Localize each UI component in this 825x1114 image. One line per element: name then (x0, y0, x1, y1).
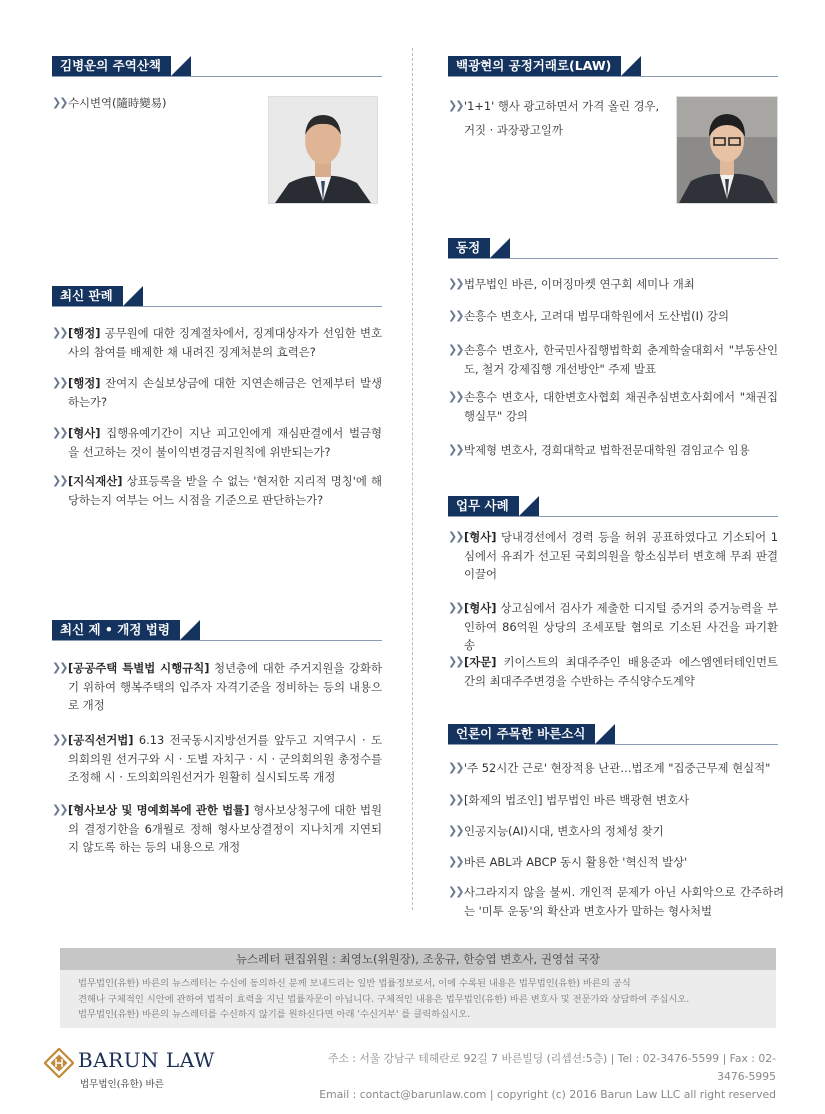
media-item[interactable]: ❯❯ 사그라지지 않을 불씨. 개인적 문제가 아닌 사회악으로 간주하려는 '미투 운동'의 확산과 변호사가 말하는 형사처벌 (448, 885, 784, 918)
chevron-right-icon: ❯❯ (448, 855, 463, 868)
chevron-right-icon: ❯❯ (52, 474, 67, 487)
disclaimer: 법무법인(유한) 바른의 뉴스레터는 수신에 동의하신 분께 보내드리는 일반 법률정보로서, 이에 수록된 내용은 법무법인(유한) 바른의 공식 견해나 구체적인 시안에 관하여 법적이 효력을 지닌 법률자문이 아닙니다. 구체적인 내용은 법무법인(유한) 바른 변호사 및 전문가와 상담하여 주십시오. 법무법인(유한) 바른의 뉴스레터를 수신하지 않기를 원하신다면 아래 '수신거부' 를 클릭하십시오. (78, 976, 768, 1023)
chevron-right-icon: ❯❯ (448, 824, 463, 837)
section-title: 김병운의 주역산책 (52, 56, 171, 76)
chevron-right-icon: ❯❯ (448, 761, 463, 774)
section-title: 백광현의 공정거래로(LAW) (448, 56, 621, 76)
chevron-right-icon: ❯❯ (52, 733, 67, 746)
diamond-logo-icon (44, 1048, 74, 1078)
section-header-news (448, 238, 778, 264)
media-item[interactable]: ❯❯ 바른 ABL과 ABCP 동시 활용한 '혁신적 발상' (448, 853, 778, 872)
news-item[interactable]: ❯❯ 손흥수 변호사, 대한변호사협회 채권추심변호사회에서 "채권집행실무" 강의 (448, 390, 778, 423)
contact-info (310, 1050, 776, 1104)
column2-article-link[interactable]: ❯❯ '1+1' 행사 광고하면서 가격 올린 경우, 거짓 · 과장광고일까 (448, 94, 670, 142)
chevron-right-icon: ❯❯ (448, 343, 463, 356)
logo-wordmark: BARUN LAW (78, 1048, 215, 1072)
chevron-right-icon: ❯❯ (448, 793, 463, 806)
newsletter-footer (60, 948, 776, 1028)
email-line[interactable]: Email : contact@barunlaw.com | copyright (c) 2016 Barun Law LLC all right reserved (319, 1088, 776, 1101)
section-header-rulings (52, 286, 382, 312)
law-item[interactable]: ❯❯ [공공주택 특별법 시행규칙] 청년층에 대한 주거지원을 강화하기 위하여 행복주택의 입주자 자격기준을 정비하는 등의 내용으로 개정 (52, 661, 383, 712)
portrait-image (269, 97, 377, 203)
chevron-right-icon: ❯❯ (448, 309, 463, 322)
chevron-right-icon: ❯❯ (448, 655, 463, 668)
section-header-column2 (448, 56, 778, 82)
section-title: 최신 판례 (52, 286, 123, 306)
section-title: 업무 사례 (448, 496, 519, 516)
section-title: 최신 제 • 개정 법령 (52, 620, 180, 640)
section-title: 동정 (448, 238, 490, 258)
author-photo-baek (676, 96, 778, 204)
section-rule (448, 744, 778, 745)
section-rule (52, 306, 382, 307)
chevron-right-icon: ❯❯ (52, 96, 67, 109)
news-item[interactable]: ❯❯ 박제형 변호사, 경희대학교 법학전문대학원 겸임교수 임용 (448, 441, 778, 460)
chevron-right-icon: ❯❯ (448, 443, 463, 456)
case-item[interactable]: ❯❯ [형사] 상고심에서 검사가 제출한 디지털 증거의 증거능력을 부인하여 86억원 상당의 조세포탈 혐의로 기소된 사건을 파기환송 (448, 601, 778, 652)
news-item[interactable]: ❯❯ 법무법인 바른, 이머징마켓 연구회 세미나 개최 (448, 275, 778, 294)
section-rule (52, 640, 382, 641)
section-title: 언론이 주목한 바른소식 (448, 724, 595, 744)
chevron-right-icon: ❯❯ (52, 661, 67, 674)
chevron-right-icon: ❯❯ (448, 885, 463, 898)
chevron-right-icon: ❯❯ (448, 390, 463, 403)
case-item[interactable]: ❯❯ [자문] 키이스트의 최대주주인 배용준과 에스엠엔터테인먼트 간의 최대주주변경을 수반하는 주식양수도계약 (448, 655, 778, 688)
media-item[interactable]: ❯❯ '주 52시간 근로' 현장적용 난관…법조계 "집중근무제 현실적" (448, 759, 788, 778)
unsubscribe-note[interactable]: 법무법인(유한) 바른의 뉴스레터를 수신하지 않기를 원하신다면 아래 '수신거부' 를 클릭하십시오. (78, 1009, 471, 1020)
section-rule (52, 76, 382, 77)
case-item[interactable]: ❯❯ [형사] 당내경선에서 경력 등을 허위 공표하였다고 기소되어 1심에서 유죄가 선고된 국회의원을 항소심부터 변호해 무죄 판결 이끌어 (448, 530, 778, 581)
ruling-item[interactable]: ❯❯ [형사] 집행유예기간이 지난 피고인에게 재심판결에서 벌금형을 선고하는 것이 불이익변경금지원칙에 위반되는가? (52, 426, 382, 459)
chevron-right-icon: ❯❯ (52, 803, 67, 816)
news-item[interactable]: ❯❯ 손흥수 변호사, 한국민사집행법학회 춘계학술대회서 "부동산인도, 철거 강제집행 개선방안" 주제 발표 (448, 343, 778, 376)
chevron-right-icon: ❯❯ (448, 601, 463, 614)
column1-article-link[interactable]: ❯❯ 수시변역(隨時變易) (52, 94, 262, 113)
section-rule (448, 516, 778, 517)
media-item[interactable]: ❯❯ [화제의 법조인] 법무법인 바른 백광현 변호사 (448, 791, 778, 810)
section-rule (448, 76, 778, 77)
section-header-media (448, 724, 778, 750)
chevron-right-icon: ❯❯ (448, 530, 463, 543)
section-rule (448, 258, 778, 259)
ruling-item[interactable]: ❯❯ [지식재산] 상표등록을 받을 수 없는 '현저한 지리적 명칭'에 해당하는지 여부는 어느 시점을 기준으로 판단하는가? (52, 474, 382, 507)
media-item[interactable]: ❯❯ 인공지능(AI)시대, 변호사의 정체성 찾기 (448, 822, 778, 841)
section-header-cases (448, 496, 778, 522)
news-item[interactable]: ❯❯ 손흥수 변호사, 고려대 법무대학원에서 도산법(I) 강의 (448, 307, 778, 326)
law-item[interactable]: ❯❯ [공직선거법] 6.13 전국동시지방선거를 앞두고 지역구시 · 도의회의원 선거구와 시 · 도별 자치구 · 시 · 군의회의원 총정수를 조정해 시 · 도의회의원선거가 원활히 실시되도록 개정 (52, 733, 382, 784)
portrait-image (677, 97, 777, 203)
ruling-item[interactable]: ❯❯ [행정] 공무원에 대한 징계절차에서, 징계대상자가 선임한 변호사의 참여를 배제한 채 내려진 징계처분의 효력은? (52, 326, 382, 359)
author-photo-kim (268, 96, 378, 204)
barun-law-logo[interactable] (44, 1046, 224, 1092)
section-header-column1 (52, 56, 382, 82)
logo-subtitle: 법무법인(유한) 바른 (80, 1079, 164, 1090)
chevron-right-icon: ❯❯ (448, 99, 463, 112)
section-header-laws (52, 620, 382, 646)
ruling-item[interactable]: ❯❯ [행정] 잔여지 손실보상금에 대한 지연손해금은 언제부터 발생하는가? (52, 376, 382, 409)
editors-line: 뉴스레터 편집위원 : 최영노(위원장), 조웅규, 한승엽 변호사, 권영섭 국장 (60, 948, 776, 970)
chevron-right-icon: ❯❯ (52, 376, 67, 389)
chevron-right-icon: ❯❯ (52, 326, 67, 339)
chevron-right-icon: ❯❯ (52, 426, 67, 439)
chevron-right-icon: ❯❯ (448, 277, 463, 290)
column-divider (412, 48, 413, 910)
address-line: 주소 : 서울 강남구 테헤란로 92길 7 바른빌딩 (리셉션:5층) | Tel : 02-3476-5599 | Fax : 02-3476-5995 (328, 1052, 776, 1083)
law-item[interactable]: ❯❯ [형사보상 및 명예회복에 관한 법률] 형사보상청구에 대한 법원의 결정기한을 6개월로 정해 형사보상결정이 지나치게 지연되지 않도록 하는 등의 내용으로 개정 (52, 803, 383, 854)
